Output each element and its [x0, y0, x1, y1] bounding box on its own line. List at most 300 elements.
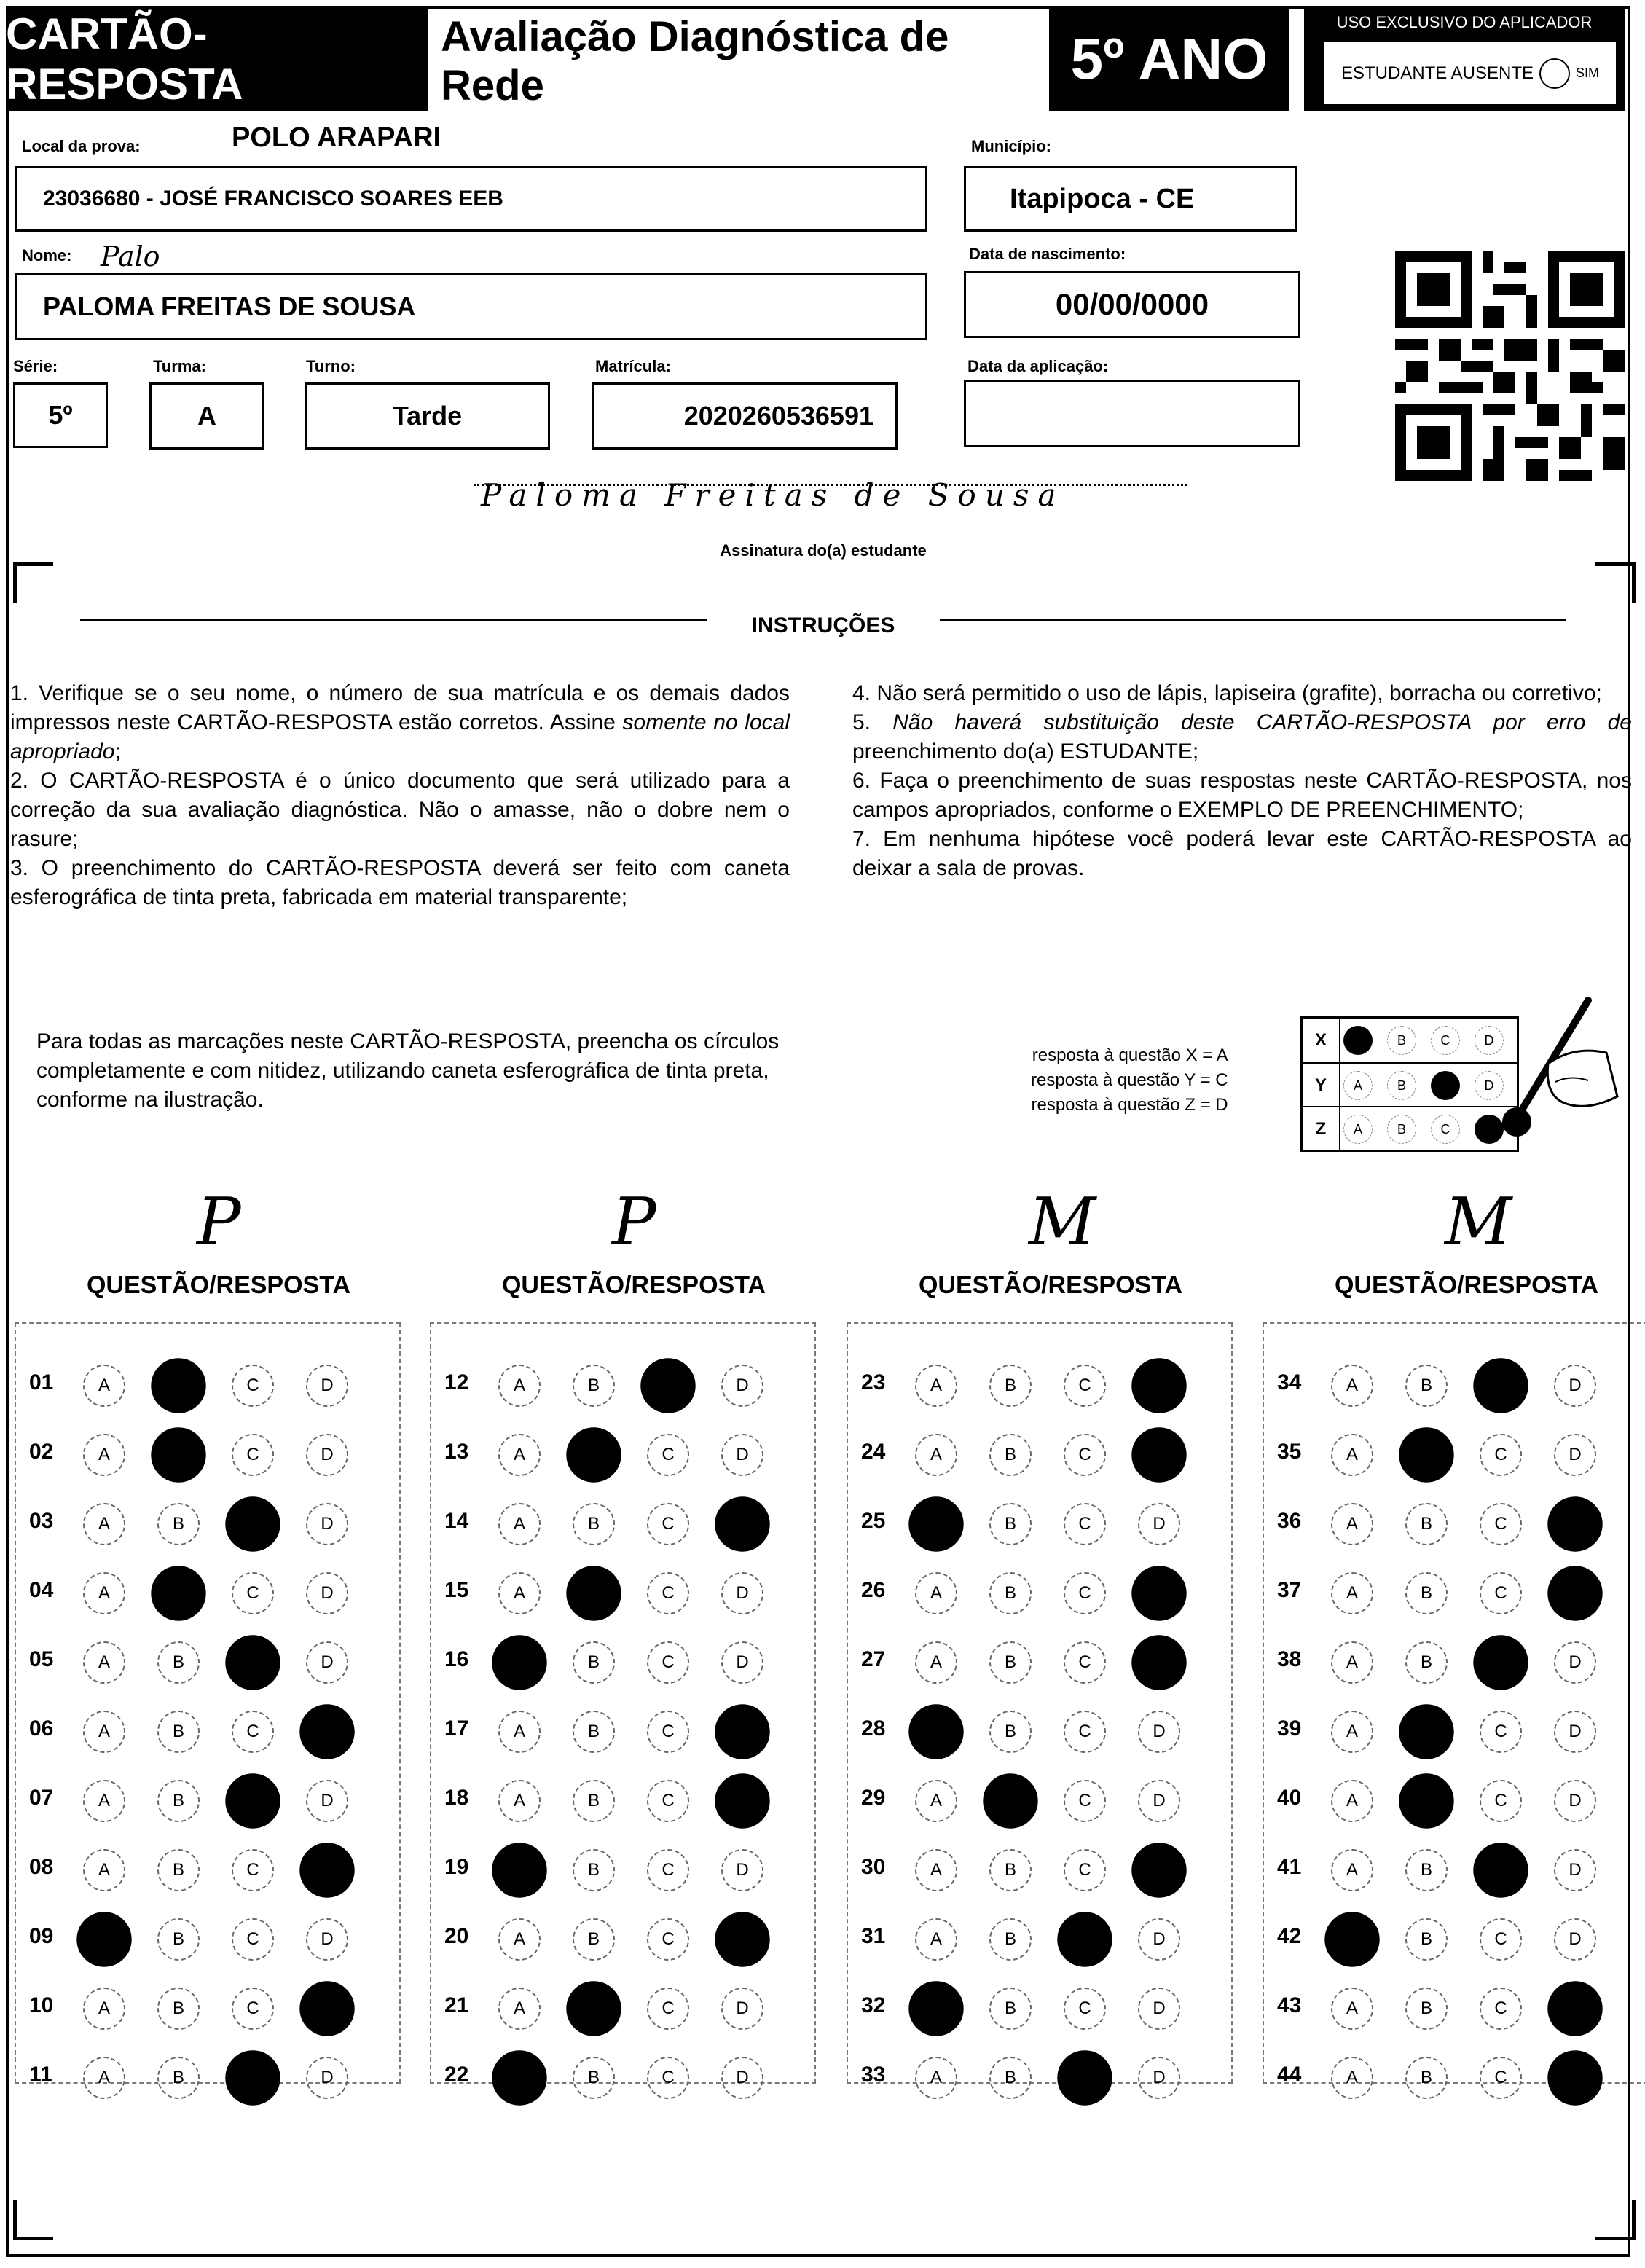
turno-field: [305, 382, 550, 450]
answer-bubble-d[interactable]: D: [1131, 1358, 1186, 1413]
answer-bubble-b[interactable]: B: [1405, 1503, 1448, 1545]
answer-bubble-c[interactable]: C: [232, 1572, 274, 1614]
answer-bubble-a[interactable]: A: [492, 2050, 546, 2105]
question-number: 26: [861, 1578, 886, 1602]
question-number: 20: [444, 1924, 469, 1948]
question-number: 36: [1277, 1509, 1302, 1533]
answer-bubble-c[interactable]: C: [1473, 1843, 1528, 1897]
answer-bubble-b[interactable]: B: [566, 1427, 621, 1482]
answer-bubble-c[interactable]: C: [1064, 1988, 1106, 2030]
handwritten-column-mark: M: [1445, 1184, 1512, 1260]
answer-bubble-a[interactable]: A: [915, 1365, 957, 1407]
question-row: [431, 1360, 814, 1411]
answer-bubble-b[interactable]: B: [1399, 1427, 1453, 1482]
answer-bubble-a[interactable]: A: [83, 1365, 125, 1407]
answer-bubble-c[interactable]: C: [1064, 1434, 1106, 1476]
answer-bubble-d[interactable]: D: [299, 1843, 354, 1897]
answer-bubble-b[interactable]: B: [573, 2057, 615, 2099]
question-row: [16, 1568, 399, 1619]
matricula-label: Matrícula:: [595, 357, 671, 375]
answer-bubble-b[interactable]: B: [989, 1365, 1032, 1407]
example-legend: [1031, 1043, 1228, 1118]
instruction-item: [852, 766, 1632, 825]
answer-bubble-a[interactable]: A: [498, 1711, 541, 1753]
answer-bubble-d[interactable]: D: [1138, 1503, 1180, 1545]
grade-label: 5º ANO: [1049, 6, 1289, 111]
question-number: 31: [861, 1924, 886, 1948]
signature-caption: Assinatura do(a) estudante: [720, 541, 927, 560]
question-row: [431, 1914, 814, 1965]
answer-bubble-d[interactable]: D: [1131, 1566, 1186, 1620]
answer-bubble-a[interactable]: A: [498, 1988, 541, 2030]
question-column: [15, 1322, 401, 2090]
answer-bubble-d[interactable]: D: [306, 1918, 348, 1961]
question-number: 27: [861, 1647, 886, 1671]
question-number: 02: [29, 1440, 54, 1464]
answer-bubble-c[interactable]: C: [225, 2050, 280, 2105]
question-row: [848, 1914, 1231, 1965]
answer-bubble-d[interactable]: D: [721, 1988, 763, 2030]
corner-bottom-left: [13, 2200, 53, 2240]
question-row: [848, 1706, 1231, 1757]
answer-bubble-d[interactable]: D: [1554, 1780, 1596, 1822]
matricula-value: 2020260536591: [683, 401, 873, 431]
answer-bubble-b[interactable]: B: [157, 1711, 200, 1753]
question-number: 17: [444, 1716, 469, 1741]
question-number: 01: [29, 1370, 54, 1394]
answer-bubble-a[interactable]: A: [915, 1780, 957, 1822]
question-number: 12: [444, 1370, 469, 1394]
corner-top-left: [13, 562, 53, 603]
handwritten-name-note: Palo: [101, 240, 160, 272]
instruction-text: 1. Verifique se o seu nome, o número de sua matrícula e os demais dados impressos neste CARTÃO-RESPOSTA estão corretos. Assine: [10, 681, 790, 734]
answer-bubble-a[interactable]: A: [1331, 1572, 1373, 1614]
question-row: [16, 1360, 399, 1411]
birth-value: 00/00/0000: [1055, 287, 1209, 321]
question-number: 11: [29, 2063, 52, 2087]
answer-bubble-a[interactable]: A: [83, 1434, 125, 1476]
answer-bubble-c[interactable]: C: [1064, 1641, 1106, 1684]
answer-bubble-c[interactable]: C: [232, 1365, 274, 1407]
question-number: 38: [1277, 1647, 1302, 1671]
answer-bubble-c[interactable]: C: [1480, 1503, 1522, 1545]
answer-bubble-a[interactable]: A: [915, 1641, 957, 1684]
application-date-field: [964, 380, 1300, 447]
answer-bubble-a[interactable]: A: [498, 1918, 541, 1961]
answer-bubble-d[interactable]: D: [1554, 1849, 1596, 1891]
name-label: Nome:: [22, 246, 72, 264]
question-row: [1264, 1499, 1645, 1550]
answer-bubble-a[interactable]: A: [908, 1704, 963, 1759]
signature: Paloma Freitas de Sousa: [481, 477, 1065, 513]
answer-bubble-a[interactable]: A: [492, 1843, 546, 1897]
answer-bubble-a[interactable]: A: [83, 1849, 125, 1891]
answer-bubble-c[interactable]: C: [647, 1849, 689, 1891]
answer-bubble-d[interactable]: D: [306, 1641, 348, 1684]
legend-y: resposta à questão Y = C: [1031, 1070, 1228, 1090]
question-row: [1264, 1568, 1645, 1619]
local-value: 23036680 - JOSÉ FRANCISCO SOARES EEB: [43, 187, 503, 211]
answer-bubble-a[interactable]: A: [915, 2057, 957, 2099]
answer-bubble-c[interactable]: C: [647, 1988, 689, 2030]
answer-bubble-c[interactable]: C: [1064, 1780, 1106, 1822]
answer-bubble-c[interactable]: C: [647, 2057, 689, 2099]
question-row: [16, 1983, 399, 2034]
answer-bubble-b[interactable]: B: [157, 1988, 200, 2030]
answer-bubble-c[interactable]: C: [647, 1572, 689, 1614]
question-number: 28: [861, 1716, 886, 1741]
question-row: [848, 1499, 1231, 1550]
instruction-item: [852, 825, 1632, 883]
example-bubble-a: A: [1343, 1071, 1373, 1100]
question-row: [1264, 1637, 1645, 1688]
answer-bubble-d[interactable]: D: [1554, 1641, 1596, 1684]
answer-bubble-b[interactable]: B: [573, 1918, 615, 1961]
question-number: 23: [861, 1370, 886, 1394]
answer-bubble-b[interactable]: B: [989, 1572, 1032, 1614]
answer-bubble-d[interactable]: D: [306, 2057, 348, 2099]
answer-bubble-d[interactable]: D: [1554, 1365, 1596, 1407]
answer-bubble-b[interactable]: B: [573, 1849, 615, 1891]
answer-bubble-d[interactable]: D: [306, 1572, 348, 1614]
question-row: [16, 1845, 399, 1896]
answer-bubble-c[interactable]: C: [1064, 1849, 1106, 1891]
answer-bubble-b[interactable]: B: [157, 1641, 200, 1684]
name-value: PALOMA FREITAS DE SOUSA: [43, 291, 416, 321]
answer-bubble-d[interactable]: D: [1554, 1434, 1596, 1476]
answer-bubble-c[interactable]: C: [647, 1503, 689, 1545]
answer-bubble-d[interactable]: D: [721, 1641, 763, 1684]
question-row: [848, 2052, 1231, 2103]
answer-bubble-b[interactable]: B: [989, 1711, 1032, 1753]
answer-bubble-c[interactable]: C: [1064, 1711, 1106, 1753]
city-field: [964, 166, 1297, 232]
question-row: [431, 1706, 814, 1757]
answer-bubble-b[interactable]: B: [157, 1503, 200, 1545]
answer-bubble-c[interactable]: C: [647, 1711, 689, 1753]
question-number: 39: [1277, 1716, 1302, 1741]
answer-bubble-b[interactable]: B: [1405, 2057, 1448, 2099]
question-number: 24: [861, 1440, 886, 1464]
question-row: [848, 1983, 1231, 2034]
example-bubble-b: B: [1387, 1115, 1416, 1144]
answer-bubble-b[interactable]: B: [1399, 1704, 1453, 1759]
answer-bubble-c[interactable]: C: [225, 1773, 280, 1828]
answer-bubble-c[interactable]: C: [1064, 1572, 1106, 1614]
answer-bubble-d[interactable]: D: [721, 1434, 763, 1476]
answer-bubble-c[interactable]: C: [647, 1434, 689, 1476]
answer-bubble-c[interactable]: C: [232, 1988, 274, 2030]
instruction-text: 3. O preenchimento do CARTÃO-RESPOSTA deverá ser feito com caneta esferográfica de tinta preta, fabricada em material transparente;: [10, 856, 790, 909]
answer-bubble-c[interactable]: C: [225, 1496, 280, 1551]
answer-bubble-b[interactable]: B: [157, 1780, 200, 1822]
question-column: [430, 1322, 816, 2090]
answer-bubble-d[interactable]: D: [1131, 1843, 1186, 1897]
question-row: [16, 2052, 399, 2103]
question-row: [431, 1499, 814, 1550]
answer-bubble-c[interactable]: C: [232, 1849, 274, 1891]
example-bubble-b: B: [1387, 1026, 1416, 1055]
name-field: [15, 273, 927, 340]
answer-bubble-a[interactable]: A: [498, 1780, 541, 1822]
answer-bubble-d[interactable]: D: [1131, 1427, 1186, 1482]
answer-bubble-d[interactable]: D: [1138, 1918, 1180, 1961]
answer-bubble-a[interactable]: A: [1331, 1849, 1373, 1891]
answer-bubble-d[interactable]: D: [721, 2057, 763, 2099]
question-number: 22: [444, 2063, 469, 2087]
answer-bubble-c[interactable]: C: [225, 1635, 280, 1690]
question-row: [1264, 1775, 1645, 1826]
example-bubble-c: C: [1431, 1115, 1460, 1144]
answer-bubble-d[interactable]: D: [306, 1503, 348, 1545]
question-number: 06: [29, 1716, 54, 1741]
answer-bubble-c[interactable]: C: [1480, 1572, 1522, 1614]
question-number: 04: [29, 1578, 54, 1602]
answer-bubble-c[interactable]: C: [647, 1641, 689, 1684]
question-number: 43: [1277, 1993, 1302, 2017]
turno-value: Tarde: [392, 401, 463, 431]
exam-title: Avaliação Diagnóstica de Rede: [441, 13, 949, 109]
question-row: [1264, 1360, 1645, 1411]
applicator-label: USO EXCLUSIVO DO APLICADOR: [1336, 13, 1593, 31]
answer-bubble-c[interactable]: C: [1480, 1711, 1522, 1753]
answer-bubble-b[interactable]: B: [157, 2057, 200, 2099]
answer-bubble-b[interactable]: B: [151, 1566, 205, 1620]
answer-bubble-c[interactable]: C: [1057, 2050, 1112, 2105]
answer-bubble-d[interactable]: D: [1138, 1711, 1180, 1753]
answer-bubble-b[interactable]: B: [573, 1711, 615, 1753]
question-number: 41: [1277, 1855, 1302, 1879]
question-row: [1264, 1706, 1645, 1757]
answer-bubble-d[interactable]: D: [715, 1912, 769, 1966]
serie-field: [13, 382, 108, 448]
instruction-emphasis: Não haverá substituição deste CARTÃO-RESPOSTA por erro de: [892, 710, 1632, 734]
answer-bubble-b[interactable]: B: [1405, 1988, 1448, 2030]
answer-bubble-b[interactable]: B: [573, 1503, 615, 1545]
question-column-title: QUESTÃO/RESPOSTA: [918, 1271, 1183, 1299]
legend-z: resposta à questão Z = D: [1031, 1095, 1228, 1115]
answer-bubble-b[interactable]: B: [157, 1849, 200, 1891]
answer-bubble-d[interactable]: D: [1554, 1918, 1596, 1961]
answer-bubble-d[interactable]: D: [299, 1704, 354, 1759]
answer-bubble-d[interactable]: D: [1138, 1780, 1180, 1822]
answer-bubble-a[interactable]: A: [83, 2057, 125, 2099]
answer-bubble-b[interactable]: B: [573, 1641, 615, 1684]
instruction-tail: preenchimento do(a) ESTUDANTE;: [852, 739, 1199, 764]
handwritten-column-mark: P: [612, 1184, 656, 1260]
answer-bubble-d[interactable]: D: [1547, 1566, 1602, 1620]
answer-bubble-d[interactable]: D: [1547, 1496, 1602, 1551]
answer-bubble-d[interactable]: D: [1131, 1635, 1186, 1690]
answer-bubble-c[interactable]: C: [1057, 1912, 1112, 1966]
answer-bubble-d[interactable]: D: [1547, 2050, 1602, 2105]
example-bubble-d: D: [1475, 1026, 1504, 1055]
city-label: Município:: [971, 137, 1051, 155]
question-number: 35: [1277, 1440, 1302, 1464]
answer-bubble-c[interactable]: C: [647, 1780, 689, 1822]
answer-bubble-b[interactable]: B: [989, 1849, 1032, 1891]
question-number: 10: [29, 1993, 54, 2017]
question-row: [1264, 1845, 1645, 1896]
application-date-label: Data da aplicação:: [967, 357, 1109, 375]
answer-bubble-d[interactable]: D: [306, 1434, 348, 1476]
answer-bubble-a[interactable]: A: [76, 1912, 131, 1966]
answer-bubble-b[interactable]: B: [989, 2057, 1032, 2099]
answer-bubble-d[interactable]: D: [1547, 1981, 1602, 2036]
turma-label: Turma:: [153, 357, 206, 375]
answer-bubble-a[interactable]: A: [1331, 1503, 1373, 1545]
example-question-label: Y: [1303, 1064, 1340, 1107]
answer-bubble-c[interactable]: C: [232, 1918, 274, 1961]
answer-bubble-c[interactable]: C: [1473, 1635, 1528, 1690]
question-number: 15: [444, 1578, 469, 1602]
question-row: [1264, 2052, 1645, 2103]
answer-bubble-b[interactable]: B: [566, 1981, 621, 2036]
instructions-rule-left: [80, 619, 707, 621]
example-bubble-a: A: [1343, 1115, 1373, 1144]
question-row: [16, 1706, 399, 1757]
answer-bubble-b[interactable]: B: [573, 1365, 615, 1407]
answer-bubble-c[interactable]: C: [640, 1358, 695, 1413]
answer-bubble-a[interactable]: A: [1331, 1988, 1373, 2030]
corner-bottom-right: [1595, 2200, 1636, 2240]
question-number: 19: [444, 1855, 469, 1879]
answer-bubble-a[interactable]: A: [1331, 1434, 1373, 1476]
answer-bubble-d[interactable]: D: [299, 1981, 354, 2036]
answer-bubble-b[interactable]: B: [989, 1641, 1032, 1684]
answer-bubble-a[interactable]: A: [915, 1434, 957, 1476]
answer-bubble-b[interactable]: B: [1405, 1572, 1448, 1614]
answer-bubble-d[interactable]: D: [715, 1704, 769, 1759]
answer-bubble-a[interactable]: A: [908, 1981, 963, 2036]
answer-bubble-a[interactable]: A: [1331, 2057, 1373, 2099]
answer-bubble-d[interactable]: D: [306, 1365, 348, 1407]
question-number: 34: [1277, 1370, 1302, 1394]
answer-bubble-b[interactable]: B: [157, 1918, 200, 1961]
answer-bubble-d[interactable]: D: [715, 1773, 769, 1828]
question-number: 29: [861, 1786, 886, 1810]
answer-bubble-c[interactable]: C: [647, 1918, 689, 1961]
answer-bubble-b[interactable]: B: [1399, 1773, 1453, 1828]
polo-name: POLO ARAPARI: [232, 122, 441, 153]
example-text: Para todas as marcações neste CARTÃO-RESPOSTA, preencha os círculos completamente e com nitidez, utilizando caneta esferográfica de tinta preta, conforme na ilustração.: [36, 1029, 780, 1112]
pen-hand-icon: [1479, 994, 1625, 1162]
instruction-text: 2. O CARTÃO-RESPOSTA é o único documento que será utilizado para a correção da sua avaliação diagnóstica. Não o amasse, não o dobre nem o rasure;: [10, 769, 790, 851]
serie-value: 5º: [48, 400, 73, 430]
answer-bubble-d[interactable]: D: [721, 1365, 763, 1407]
answer-bubble-b[interactable]: B: [989, 1434, 1032, 1476]
instruction-tail: ;: [114, 739, 121, 764]
answer-bubble-d[interactable]: D: [1138, 2057, 1180, 2099]
answer-bubble-a[interactable]: A: [908, 1496, 963, 1551]
applicator-box: [1304, 6, 1625, 111]
answer-bubble-c[interactable]: C: [1473, 1358, 1528, 1413]
answer-bubble-a[interactable]: A: [498, 1572, 541, 1614]
example-bubble-c: [1431, 1071, 1460, 1100]
answer-bubble-b[interactable]: B: [1405, 1641, 1448, 1684]
corner-top-right: [1595, 562, 1636, 603]
answer-bubble-a[interactable]: A: [83, 1711, 125, 1753]
question-number: 37: [1277, 1578, 1302, 1602]
instructions-rule-right: [940, 619, 1566, 621]
answer-bubble-b[interactable]: B: [151, 1427, 205, 1482]
answer-bubble-d[interactable]: D: [715, 1496, 769, 1551]
question-row: [848, 1637, 1231, 1688]
answer-bubble-c[interactable]: C: [1480, 1434, 1522, 1476]
absent-label: ESTUDANTE AUSENTE: [1340, 63, 1534, 83]
answer-bubble-a[interactable]: A: [1331, 1365, 1373, 1407]
answer-bubble-b[interactable]: B: [151, 1358, 205, 1413]
answer-bubble-d[interactable]: D: [721, 1572, 763, 1614]
card-label: CARTÃO-RESPOSTA: [6, 6, 428, 111]
instruction-item: [852, 708, 1632, 766]
answer-bubble-a[interactable]: A: [915, 1849, 957, 1891]
question-column-title: QUESTÃO/RESPOSTA: [86, 1271, 351, 1299]
answer-bubble-c[interactable]: C: [1480, 2057, 1522, 2099]
answer-bubble-d[interactable]: D: [721, 1849, 763, 1891]
answer-bubble-c[interactable]: C: [232, 1711, 274, 1753]
answer-bubble-d[interactable]: D: [1554, 1711, 1596, 1753]
absent-bubble[interactable]: [1539, 58, 1570, 89]
answer-bubble-c[interactable]: C: [1480, 1988, 1522, 2030]
answer-bubble-a[interactable]: A: [915, 1918, 957, 1961]
qr-code: [1395, 251, 1625, 481]
answer-bubble-b[interactable]: B: [1405, 1365, 1448, 1407]
question-row: [431, 1429, 814, 1480]
answer-bubble-b[interactable]: B: [1405, 1918, 1448, 1961]
answer-bubble-a[interactable]: A: [498, 1434, 541, 1476]
answer-bubble-c[interactable]: C: [1064, 1365, 1106, 1407]
answer-bubble-c[interactable]: C: [1064, 1503, 1106, 1545]
answer-bubble-d[interactable]: D: [1138, 1988, 1180, 2030]
answer-bubble-a[interactable]: A: [498, 1365, 541, 1407]
answer-bubble-a[interactable]: A: [915, 1572, 957, 1614]
answer-bubble-a[interactable]: A: [83, 1572, 125, 1614]
answer-bubble-b[interactable]: B: [983, 1773, 1037, 1828]
answer-bubble-a[interactable]: A: [1331, 1641, 1373, 1684]
absent-field: [1324, 42, 1616, 104]
instruction-item: [852, 679, 1632, 708]
answer-bubble-a[interactable]: A: [492, 1635, 546, 1690]
answer-bubble-a[interactable]: A: [83, 1988, 125, 2030]
answer-bubble-d[interactable]: D: [306, 1780, 348, 1822]
answer-bubble-a[interactable]: A: [1331, 1711, 1373, 1753]
answer-bubble-a[interactable]: A: [83, 1641, 125, 1684]
question-row: [431, 1637, 814, 1688]
instruction-item: [10, 854, 790, 912]
answer-bubble-a[interactable]: A: [83, 1503, 125, 1545]
answer-bubble-c[interactable]: C: [232, 1434, 274, 1476]
answer-bubble-a[interactable]: A: [1324, 1912, 1379, 1966]
question-row: [431, 1568, 814, 1619]
answer-bubble-b[interactable]: B: [989, 1918, 1032, 1961]
answer-bubble-b[interactable]: B: [989, 1988, 1032, 2030]
answer-bubble-a[interactable]: A: [498, 1503, 541, 1545]
question-number: 14: [444, 1509, 469, 1533]
answer-bubble-b[interactable]: B: [566, 1566, 621, 1620]
answer-bubble-b[interactable]: B: [989, 1503, 1032, 1545]
example-bubble-c: C: [1431, 1026, 1460, 1055]
absent-yes-label: SIM: [1576, 66, 1600, 80]
answer-bubble-c[interactable]: C: [1480, 1780, 1522, 1822]
answer-bubble-b[interactable]: B: [1405, 1849, 1448, 1891]
answer-bubble-a[interactable]: A: [1331, 1780, 1373, 1822]
answer-bubble-a[interactable]: A: [83, 1780, 125, 1822]
answer-bubble-b[interactable]: B: [573, 1780, 615, 1822]
question-number: 08: [29, 1855, 54, 1879]
legend-x: resposta à questão X = A: [1032, 1045, 1228, 1065]
answer-bubble-c[interactable]: C: [1480, 1918, 1522, 1961]
